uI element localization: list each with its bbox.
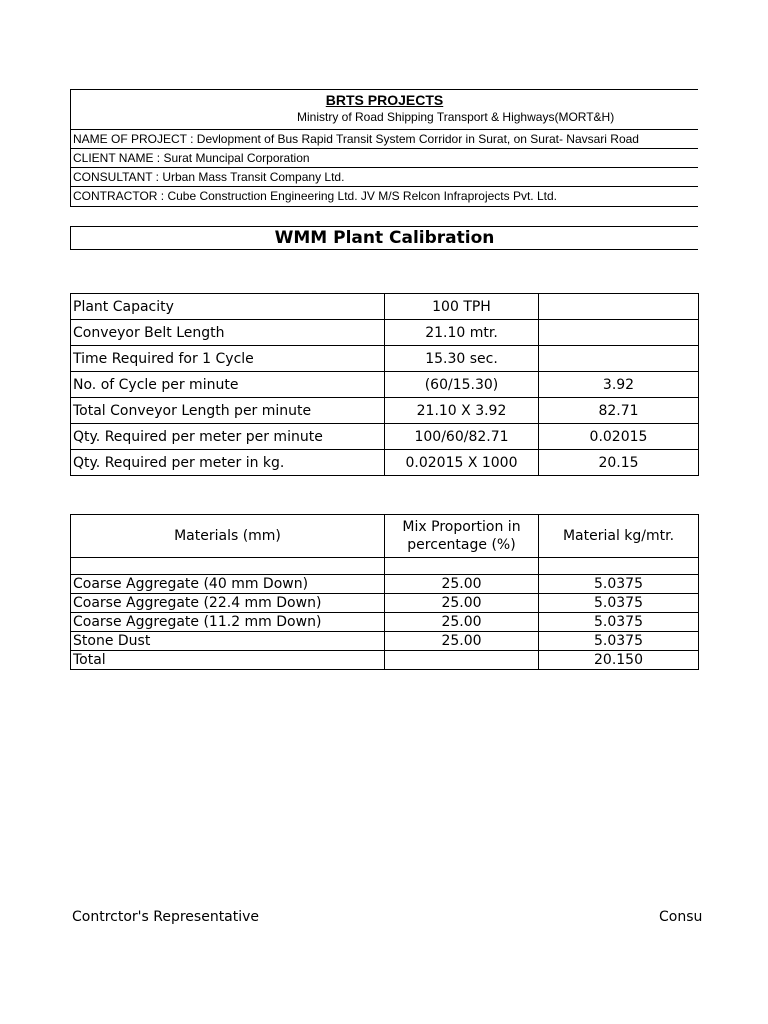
project-header	[70, 89, 698, 207]
table-row	[71, 575, 699, 594]
calc-label: Qty. Required per meter per minute	[71, 424, 385, 450]
calc-result	[539, 320, 699, 346]
calc-label: Total Conveyor Length per minute	[71, 398, 385, 424]
calc-value: 100/60/82.71	[385, 424, 539, 450]
material-mix: 25.00	[385, 594, 539, 613]
material-kg: 5.0375	[539, 632, 699, 651]
table-row	[71, 398, 699, 424]
calc-label: Conveyor Belt Length	[71, 320, 385, 346]
calc-value: 21.10 mtr.	[385, 320, 539, 346]
material-kg: 5.0375	[539, 575, 699, 594]
header-client: CLIENT NAME : Surat Muncipal Corporation	[71, 148, 698, 167]
calc-result: 82.71	[539, 398, 699, 424]
material-name: Coarse Aggregate (22.4 mm Down)	[71, 594, 385, 613]
blank-row	[71, 558, 699, 575]
material-name: Coarse Aggregate (40 mm Down)	[71, 575, 385, 594]
header-mix-line1: Mix Proportion in	[402, 519, 521, 535]
material-kg: 5.0375	[539, 613, 699, 632]
table-row	[71, 424, 699, 450]
calc-value: (60/15.30)	[385, 372, 539, 398]
calc-result	[539, 346, 699, 372]
calc-result: 0.02015	[539, 424, 699, 450]
material-kg: 5.0375	[539, 594, 699, 613]
header-material-kg: Material kg/mtr.	[539, 515, 699, 558]
header-mix-proportion	[385, 515, 539, 558]
total-mix	[385, 651, 539, 670]
calc-label: No. of Cycle per minute	[71, 372, 385, 398]
header-title: BRTS PROJECTS	[325, 92, 444, 108]
header-contractor: CONTRACTOR : Cube Construction Engineering Ltd. JV M/S Relcon Infraprojects Pvt. Ltd.	[71, 186, 698, 205]
materials-header-row	[71, 515, 699, 558]
material-name: Stone Dust	[71, 632, 385, 651]
material-mix: 25.00	[385, 613, 539, 632]
calc-value: 100 TPH	[385, 294, 539, 320]
table-row	[71, 372, 699, 398]
header-materials: Materials (mm)	[71, 515, 385, 558]
blank-cell	[385, 558, 539, 575]
consultant-signature-label: Consu	[659, 909, 703, 925]
table-row	[71, 320, 699, 346]
calc-value: 0.02015 X 1000	[385, 450, 539, 476]
calc-result: 3.92	[539, 372, 699, 398]
calc-result: 20.15	[539, 450, 699, 476]
blank-cell	[539, 558, 699, 575]
contractor-signature-label: Contrctor's Representative	[72, 909, 260, 925]
calc-result	[539, 294, 699, 320]
header-consultant: CONSULTANT : Urban Mass Transit Company Ltd.	[71, 167, 698, 186]
document-title: WMM Plant Calibration	[70, 226, 698, 250]
calibration-table	[70, 293, 699, 476]
calc-value: 15.30 sec.	[385, 346, 539, 372]
calc-label: Plant Capacity	[71, 294, 385, 320]
header-project: NAME OF PROJECT : Devlopment of Bus Rapid Transit System Corridor in Surat, on Surat- Navsari Road	[71, 129, 698, 148]
total-label: Total	[71, 651, 385, 670]
table-row	[71, 613, 699, 632]
calc-label: Qty. Required per meter in kg.	[71, 450, 385, 476]
table-row	[71, 450, 699, 476]
total-kg: 20.150	[539, 651, 699, 670]
material-mix: 25.00	[385, 632, 539, 651]
calc-label: Time Required for 1 Cycle	[71, 346, 385, 372]
table-row	[71, 294, 699, 320]
blank-cell	[71, 558, 385, 575]
header-ministry: Ministry of Road Shipping Transport & Highways(MORT&H)	[297, 110, 615, 124]
table-row	[71, 346, 699, 372]
header-mix-line2: percentage (%)	[407, 537, 516, 553]
material-mix: 25.00	[385, 575, 539, 594]
total-row	[71, 651, 699, 670]
table-row	[71, 632, 699, 651]
calc-value: 21.10 X 3.92	[385, 398, 539, 424]
table-row	[71, 594, 699, 613]
materials-table	[70, 514, 699, 670]
material-name: Coarse Aggregate (11.2 mm Down)	[71, 613, 385, 632]
